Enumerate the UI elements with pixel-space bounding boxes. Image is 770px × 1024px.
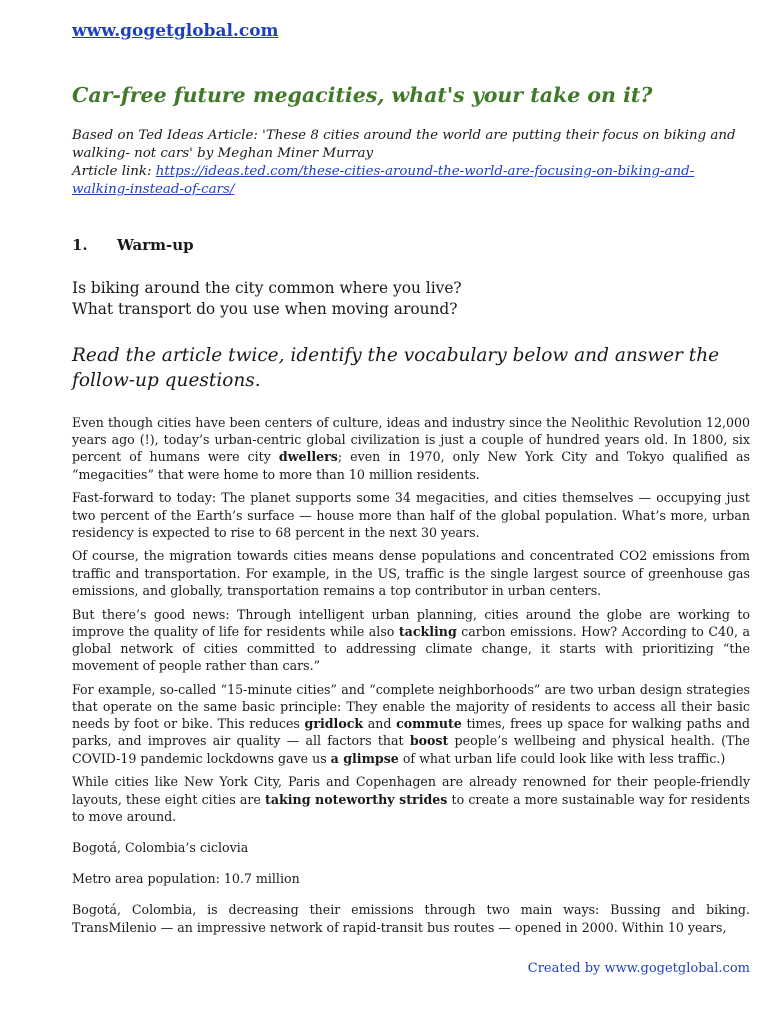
article-paragraph: Even though cities have been centers of culture, ideas and industry since the Neolithic Revolution 12,000 years ago (!), today’s urban-centric global civilization is just a couple of hundred years old. In 1800, six percent of humans were city dwellers; even in 1970, only New York City and Tokyo qualified as “megacities” that were home to more than 10 million residents. [72,415,750,482]
article-body [72,414,750,942]
section-number: 1. [72,236,88,254]
warm-up-questions [72,278,462,320]
article-paragraph: For example, so-called “15-minute cities” and “complete neighborhoods” are two urban design strategies that operate on the same basic principle: They enable the majority of residents to access all their basic needs by foot or bike. This reduces gridlock and commute times, frees up space for walking paths and parks, and improves air quality — all factors that boost people’s wellbeing and physical health. (The COVID-19 pandemic lockdowns gave us a glimpse of what urban life could look like with less traffic.) [72,681,751,766]
warm-up-question: Is biking around the city common where you live? [72,279,462,297]
section-heading-warm-up [72,236,194,254]
article-paragraph: But there’s good news: Through intelligent urban planning, cities around the globe are working to improve the quality of life for residents while also tackling carbon emissions. How? According to C40, a global network of cities committed to addressing climate change, it starts with prioritizing “the movement of people rather than cars.” [72,606,750,674]
footer-credit: Created by www.gogetglobal.com [527,961,750,976]
based-on-text: Based on Ted Ideas Article: 'These 8 cities around the world are putting their focus on biking and walking- not cars' by Meghan Miner Murray [72,128,736,161]
page-title: Car-free future megacities, what's your take on it? [72,83,653,107]
article-link-label: Article link: [72,164,152,179]
article-subheading: Bogotá, Colombia’s ciclovia [72,839,249,855]
article-source [72,127,750,199]
vocab-term: a glimpse [330,750,399,766]
vocab-term: tackling [398,623,457,639]
article-paragraph: Bogotá, Colombia, is decreasing their emissions through two main ways: Bussing and biking. TransMilenio — an impressive network of rapid-transit bus routes — opened in 2000. Within 10 years, [72,902,750,935]
site-link[interactable]: www.gogetglobal.com [72,21,279,41]
vocab-term: commute [396,716,462,732]
warm-up-question: What transport do you use when moving around? [72,300,458,318]
article-paragraph: Fast-forward to today: The planet supports some 34 megacities, and cities themselves — occupying just two percent of the Earth’s surface — house more than half of the global population. What’s more, urban residency is expected to rise to 68 percent in the next 30 years. [72,490,750,540]
article-paragraph: While cities like New York City, Paris and Copenhagen are already renowned for their people-friendly layouts, these eight cities are taking noteworthy strides to create a more sustainable way for residents to move around. [72,774,751,824]
vocab-term: dwellers [278,449,338,465]
article-link-line [72,163,750,199]
article-link[interactable]: https://ideas.ted.com/these-cities-around-the-world-are-focusing-on-biking-and-walking-instead-of-cars/ [72,164,695,197]
task-instruction: Read the article twice, identify the vocabulary below and answer the follow-up questions. [72,345,720,391]
vocab-term: gridlock [304,716,364,732]
article-paragraph: Of course, the migration towards cities means dense populations and concentrated CO2 emissions from traffic and transportation. For example, in the US, traffic is the single largest source of greenhouse gas emissions, and globally, transportation remains a top contributor in urban centers. [72,548,750,598]
vocab-term: taking noteworthy strides [265,791,448,807]
section-title: Warm-up [117,236,194,254]
article-subheading: Metro area population: 10.7 million [72,871,300,887]
vocab-term: boost [409,733,449,749]
